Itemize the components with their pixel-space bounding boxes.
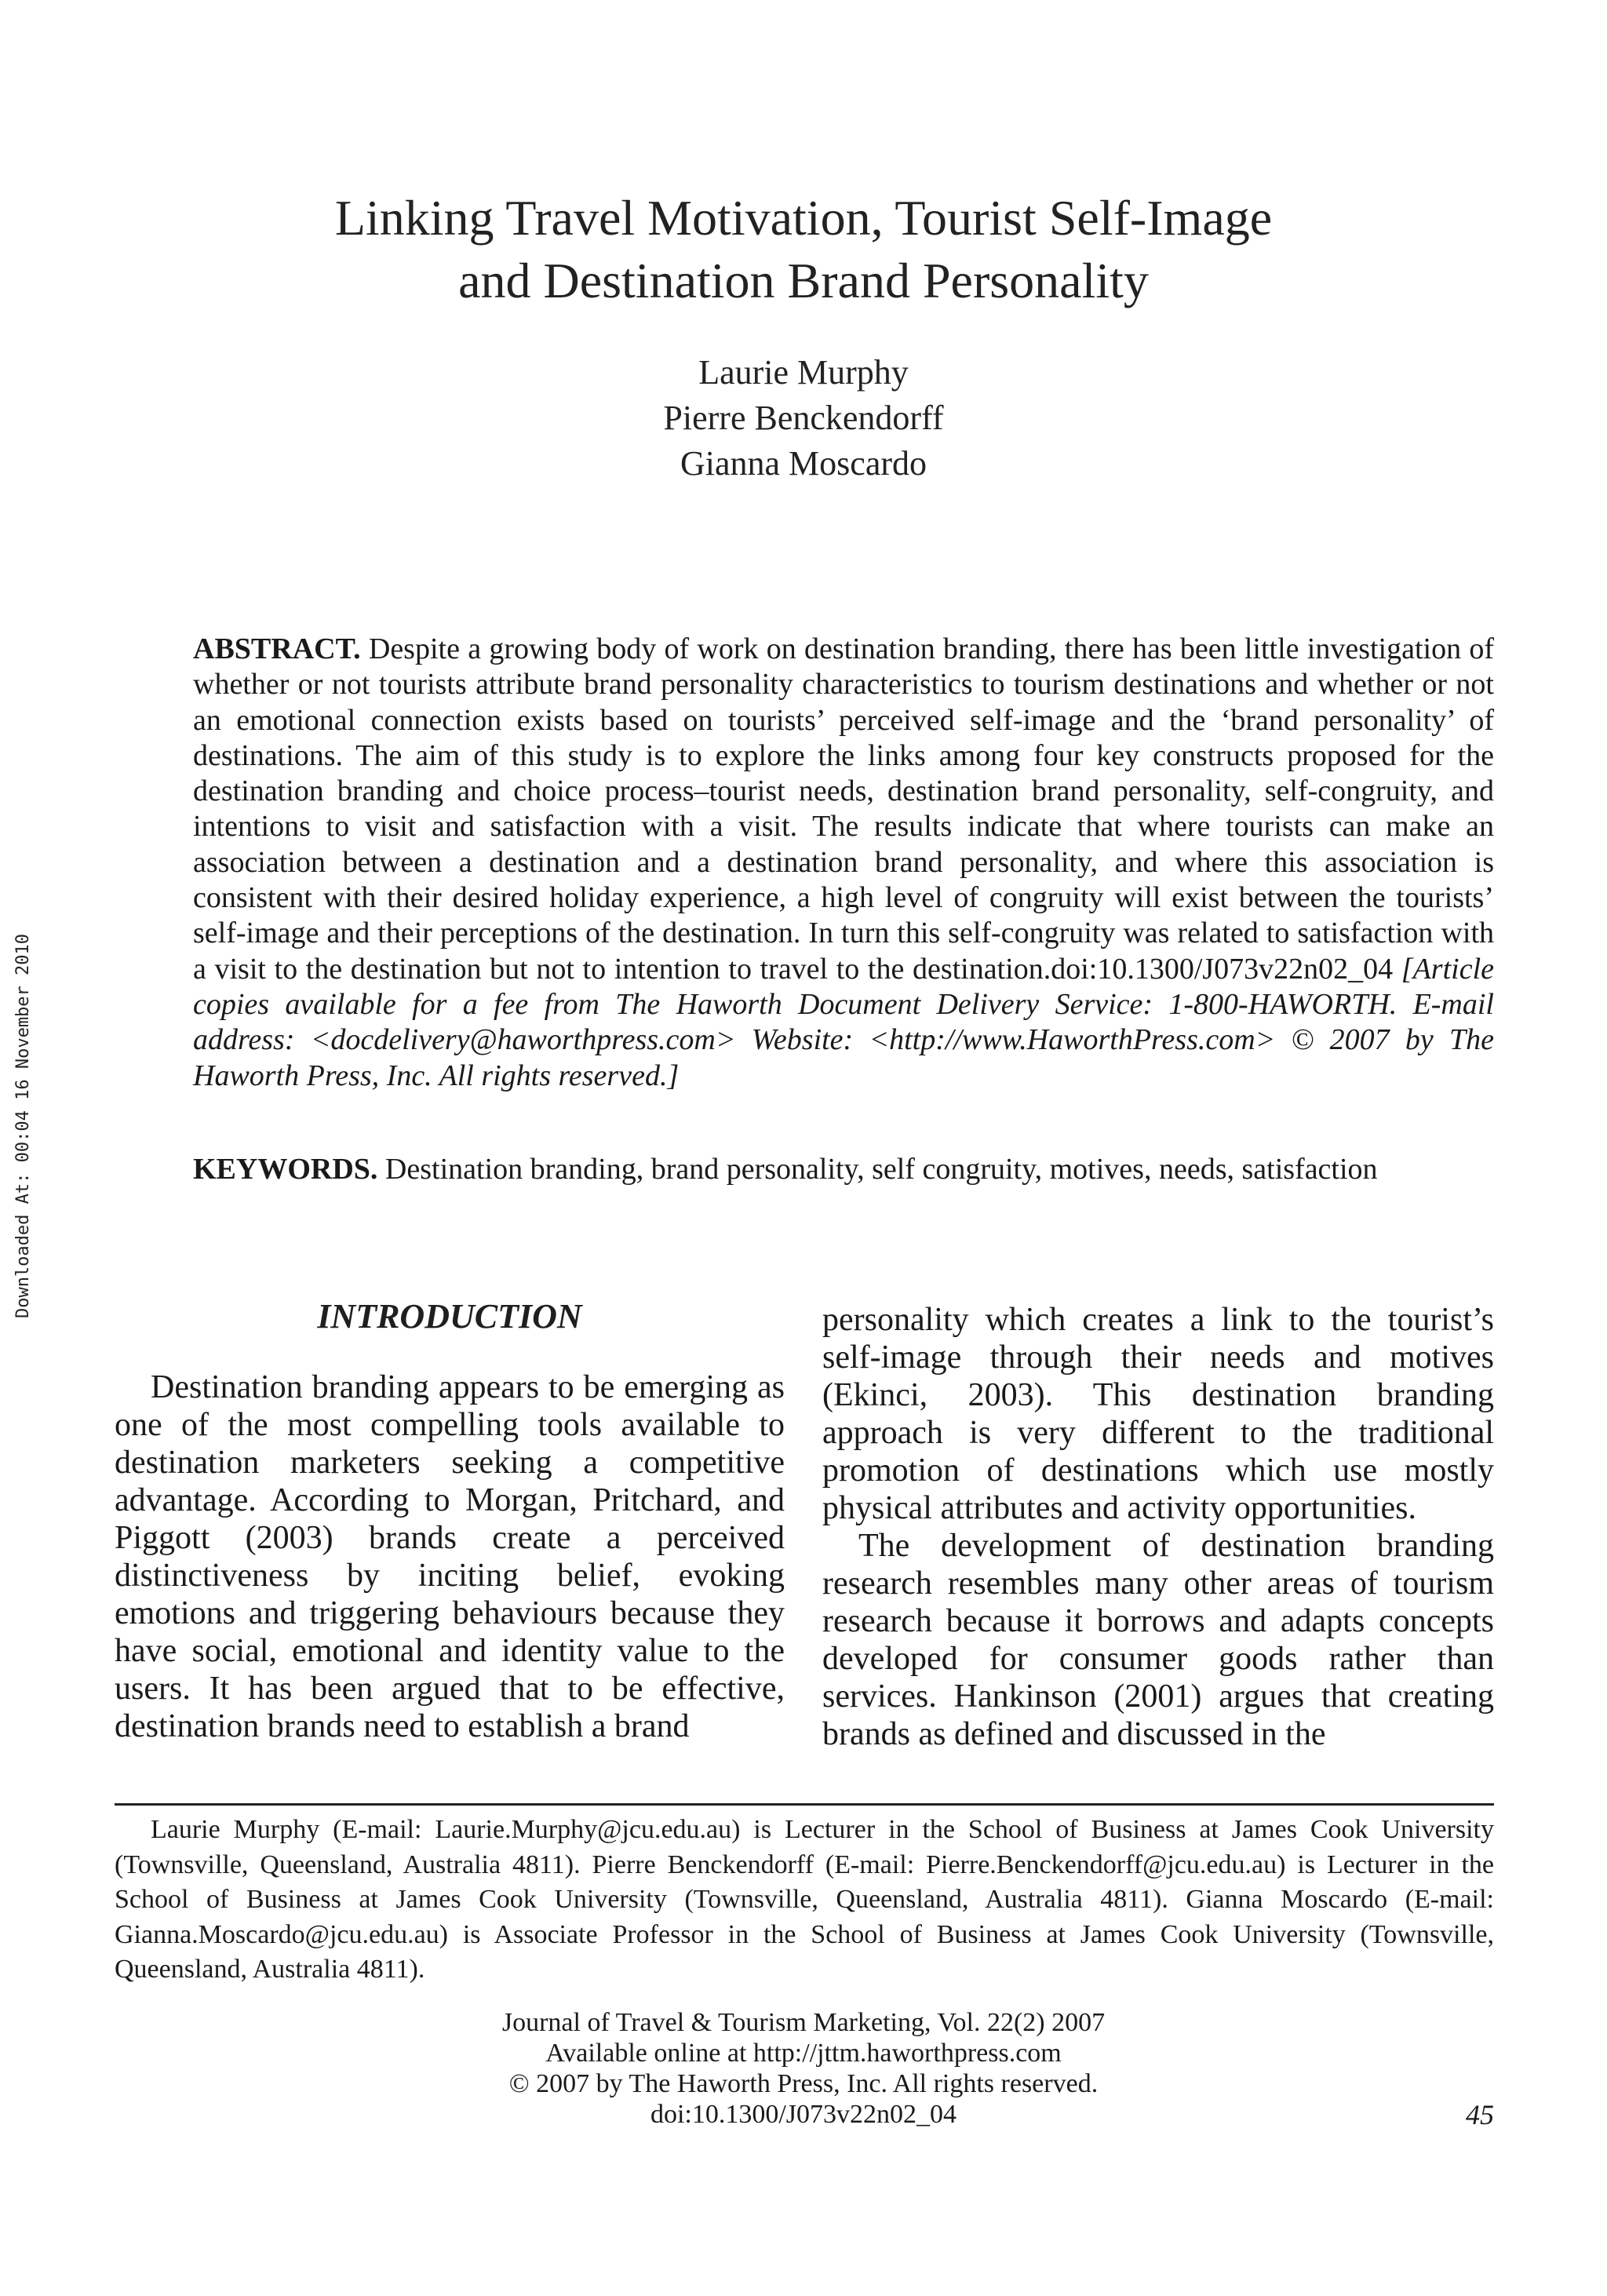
abstract-text: Despite a growing body of work on destination branding, there has been little investigation of whether or not tourists attribute brand personality characteristics to tourism destinations and whether or not an emotional connection exists based on tourists’ perceived self-image and the ‘brand personality’ of destinations. The aim of this study is to explore the links among four key constructs proposed for the destination branding and choice process–tourist needs, destination brand personality, self-congruity, and intentions to visit and satisfaction with a visit. The results indicate that where tourists can make an association between a destination and a destination brand personality, and where this association is consistent with their desired holiday experience, a high level of congruity will exist between the tourists’ self-image and their perceptions of the destination. In turn this self-congruity was related to satisfaction with a visit to the destination but not to intention to travel to the destination. — [193, 632, 1494, 986]
page-number: 45 — [1466, 2099, 1494, 2130]
body-paragraph: Destination branding appears to be emerging as one of the most compelling tools available to destination marketers seeking a competitive advantage. According to Morgan, Pritchard, and Piggott (2003) brands create a perceived distinctiveness by inciting belief, evoking emotions and triggering behaviours because they have social, emotional and identity value to the users. It has been argued that to be effective, destination brands need to establish a brand — [115, 1369, 785, 1744]
journal-info — [0, 2007, 1607, 2130]
body-column-left — [115, 1293, 785, 1745]
body-paragraph: The development of destination branding research resembles many other areas of tourism research because it borrows and adapts concepts developed for consumer goods rather than services. Hankinson (2001) argues that creating brands as defined and discussed in the — [822, 1528, 1494, 1752]
journal-citation: Journal of Travel & Tourism Marketing, Vol. 22(2) 2007 — [501, 2008, 1106, 2037]
author-name: Pierre Benckendorff — [663, 399, 944, 437]
keywords — [193, 1152, 1494, 1187]
title-line-1: Linking Travel Motivation, Tourist Self-Image — [334, 190, 1273, 246]
section-heading: INTRODUCTION — [317, 1297, 582, 1336]
abstract-doi: doi:10.1300/J073v22n02_04 — [1051, 952, 1394, 986]
footnote-divider — [115, 1803, 1494, 1806]
author-list — [0, 350, 1607, 487]
abstract — [193, 632, 1494, 1094]
abstract-label: ABSTRACT. — [193, 632, 361, 665]
title-line-2: and Destination Brand Personality — [458, 253, 1149, 308]
keywords-text: Destination branding, brand personality, self congruity, motives, needs, satisfaction — [384, 1153, 1378, 1186]
author-name: Gianna Moscardo — [680, 444, 927, 483]
journal-copyright: © 2007 by The Haworth Press, Inc. All rights reserved. — [508, 2069, 1099, 2098]
author-footnote: Laurie Murphy (E-mail: Laurie.Murphy@jcu.edu.au) is Lecturer in the School of Business at James Cook University (Townsville, Queensland, Australia 4811). Pierre Benckendorff (E-mail: Pierre.Benckendorff@jcu.edu.au) is Lecturer in the School of Business at James Cook University (Townsville, Queensland, Australia 4811). Gianna Moscardo (E-mail: Gianna.Moscardo@jcu.edu.au) is Associate Professor in the School of Business at James Cook University (Townsville, Queensland, Australia 4811). — [115, 1815, 1494, 1984]
body-column-right — [822, 1301, 1494, 1753]
journal-url: Available online at http://jttm.haworthpress.com — [545, 2039, 1062, 2068]
download-stamp: Downloaded At: 00:04 16 November 2010 — [13, 933, 33, 1319]
journal-doi: doi:10.1300/J073v22n02_04 — [650, 2100, 957, 2129]
author-name: Laurie Murphy — [698, 353, 909, 392]
abstract-copies-note: [Article copies available for a fee from The Haworth Document Delivery Service: 1-800-HAWORTH. E-mail address: <docdelivery@haworthpress.com> Website: <http://www.HaworthPress.com> © 2007 by The Haworth Press, Inc. All rights reserved.] — [193, 952, 1494, 1092]
body-paragraph: personality which creates a link to the tourist’s self-image through their needs and motives (Ekinci, 2003). This destination branding approach is very different to the traditional promotion of destinations which use mostly physical attributes and activity opportunities. — [822, 1302, 1494, 1526]
paper-title — [0, 187, 1607, 312]
keywords-label: KEYWORDS. — [193, 1153, 378, 1186]
